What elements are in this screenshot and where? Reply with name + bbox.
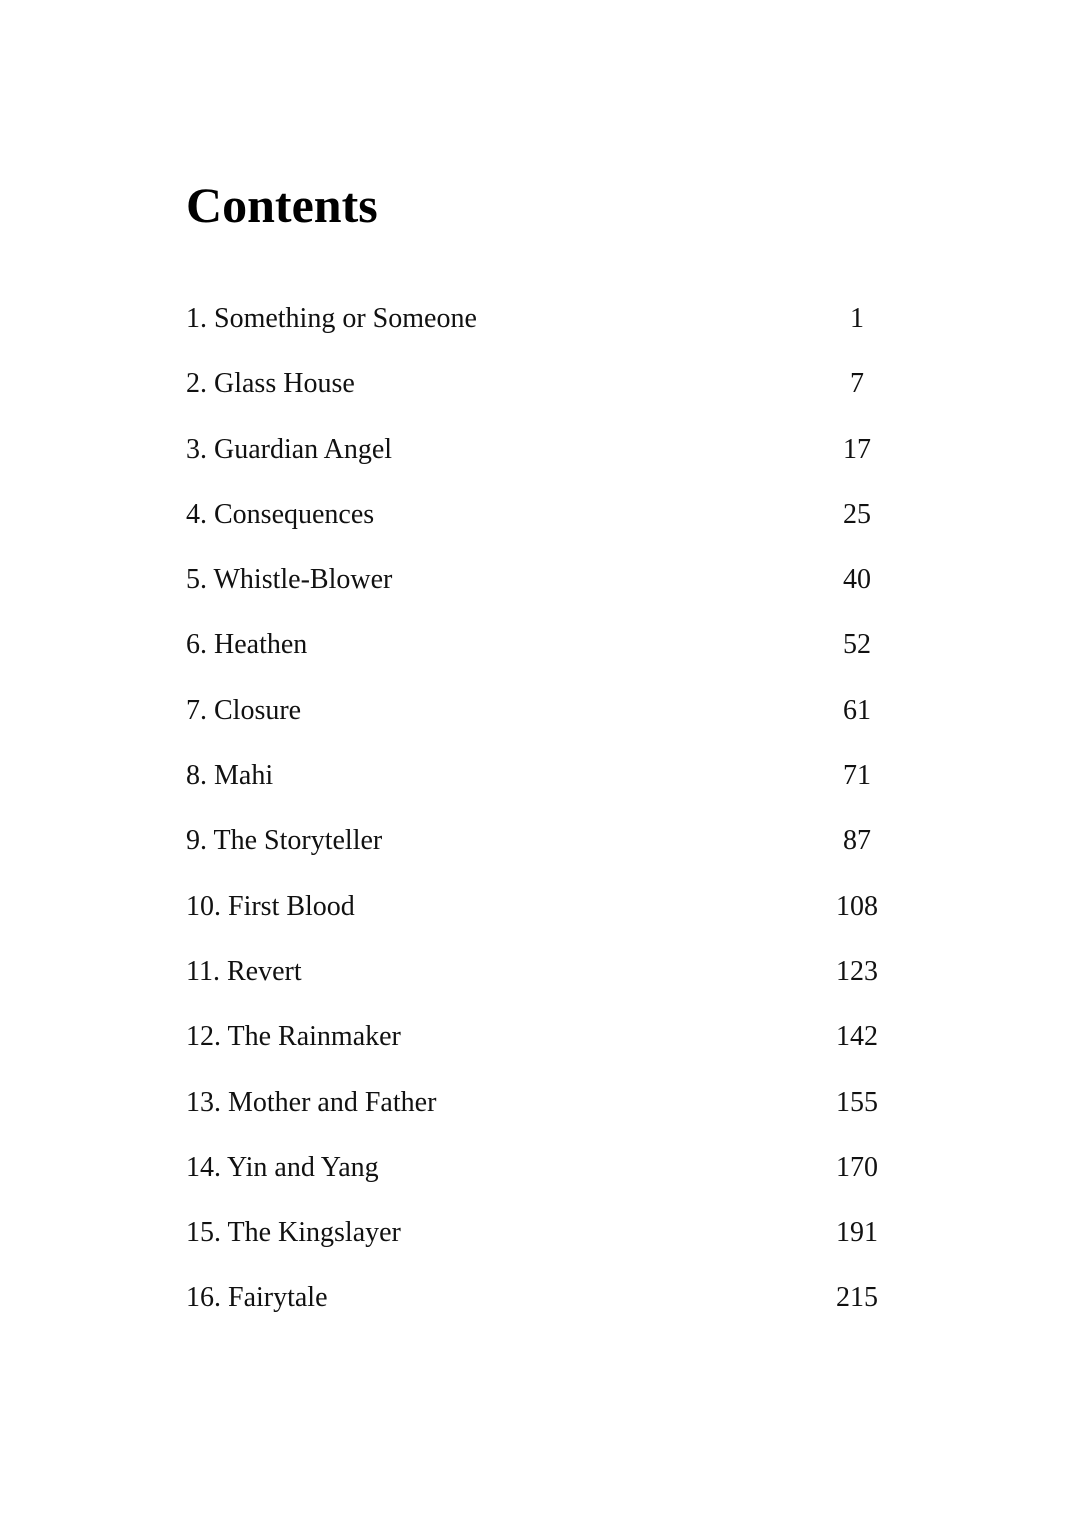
toc-entry <box>186 429 906 494</box>
toc-entry <box>186 1147 906 1212</box>
toc-entry <box>186 559 906 624</box>
table-of-contents <box>186 298 906 1343</box>
toc-entry-title: 11. Revert <box>186 955 302 987</box>
toc-entry-page: 87 <box>843 825 871 857</box>
toc-entry-page: 170 <box>836 1151 878 1183</box>
toc-entry-page: 1 <box>850 303 864 334</box>
toc-entry-title: 6. Heathen <box>186 629 308 661</box>
toc-entry <box>186 1016 906 1081</box>
toc-entry-title: 16. Fairytale <box>186 1282 328 1314</box>
toc-entry <box>186 624 906 689</box>
toc-entry-title: 2. Glass House <box>186 368 355 400</box>
toc-entry <box>186 494 906 559</box>
toc-entry-title: 15. The Kingslayer <box>186 1217 401 1249</box>
toc-entry-title: 13. Mother and Father <box>186 1086 437 1118</box>
toc-entry-page: 142 <box>836 1021 878 1053</box>
toc-entry <box>186 886 906 951</box>
toc-entry-title: 4. Consequences <box>186 498 375 530</box>
toc-entry-page: 71 <box>843 760 871 792</box>
toc-entry-page: 215 <box>836 1282 878 1314</box>
toc-entry <box>186 951 906 1016</box>
toc-entry-title: 12. The Rainmaker <box>186 1021 401 1053</box>
toc-entry <box>186 298 906 363</box>
toc-entry <box>186 1212 906 1277</box>
toc-entry-page: 52 <box>843 629 871 661</box>
toc-entry-title: 1. Something or Someone <box>186 303 477 334</box>
toc-entry-title: 10. First Blood <box>186 890 355 922</box>
toc-entry-title: 5. Whistle-Blower <box>186 564 393 596</box>
toc-entry-page: 155 <box>836 1086 878 1118</box>
toc-entry-page: 40 <box>843 564 871 596</box>
toc-entry-title: 8. Mahi <box>186 760 274 792</box>
toc-entry-page: 25 <box>843 498 871 530</box>
toc-entry <box>186 1277 906 1342</box>
toc-entry <box>186 363 906 428</box>
toc-entry <box>186 690 906 755</box>
toc-entry-page: 17 <box>843 433 871 465</box>
toc-entry-page: 61 <box>843 694 871 726</box>
toc-entry-title: 7. Closure <box>186 694 302 726</box>
toc-entry-title: 3. Guardian Angel <box>186 433 393 465</box>
toc-entry <box>186 1082 906 1147</box>
toc-entry-page: 191 <box>836 1217 878 1249</box>
toc-entry <box>186 755 906 820</box>
toc-entry-page: 108 <box>836 890 878 922</box>
toc-entry-page: 123 <box>836 955 878 987</box>
toc-entry-page: 7 <box>850 368 864 400</box>
toc-entry-title: 9. The Storyteller <box>186 825 383 857</box>
toc-entry <box>186 820 906 885</box>
page-title: Contents <box>186 177 378 233</box>
toc-entry-title: 14. Yin and Yang <box>186 1151 379 1183</box>
